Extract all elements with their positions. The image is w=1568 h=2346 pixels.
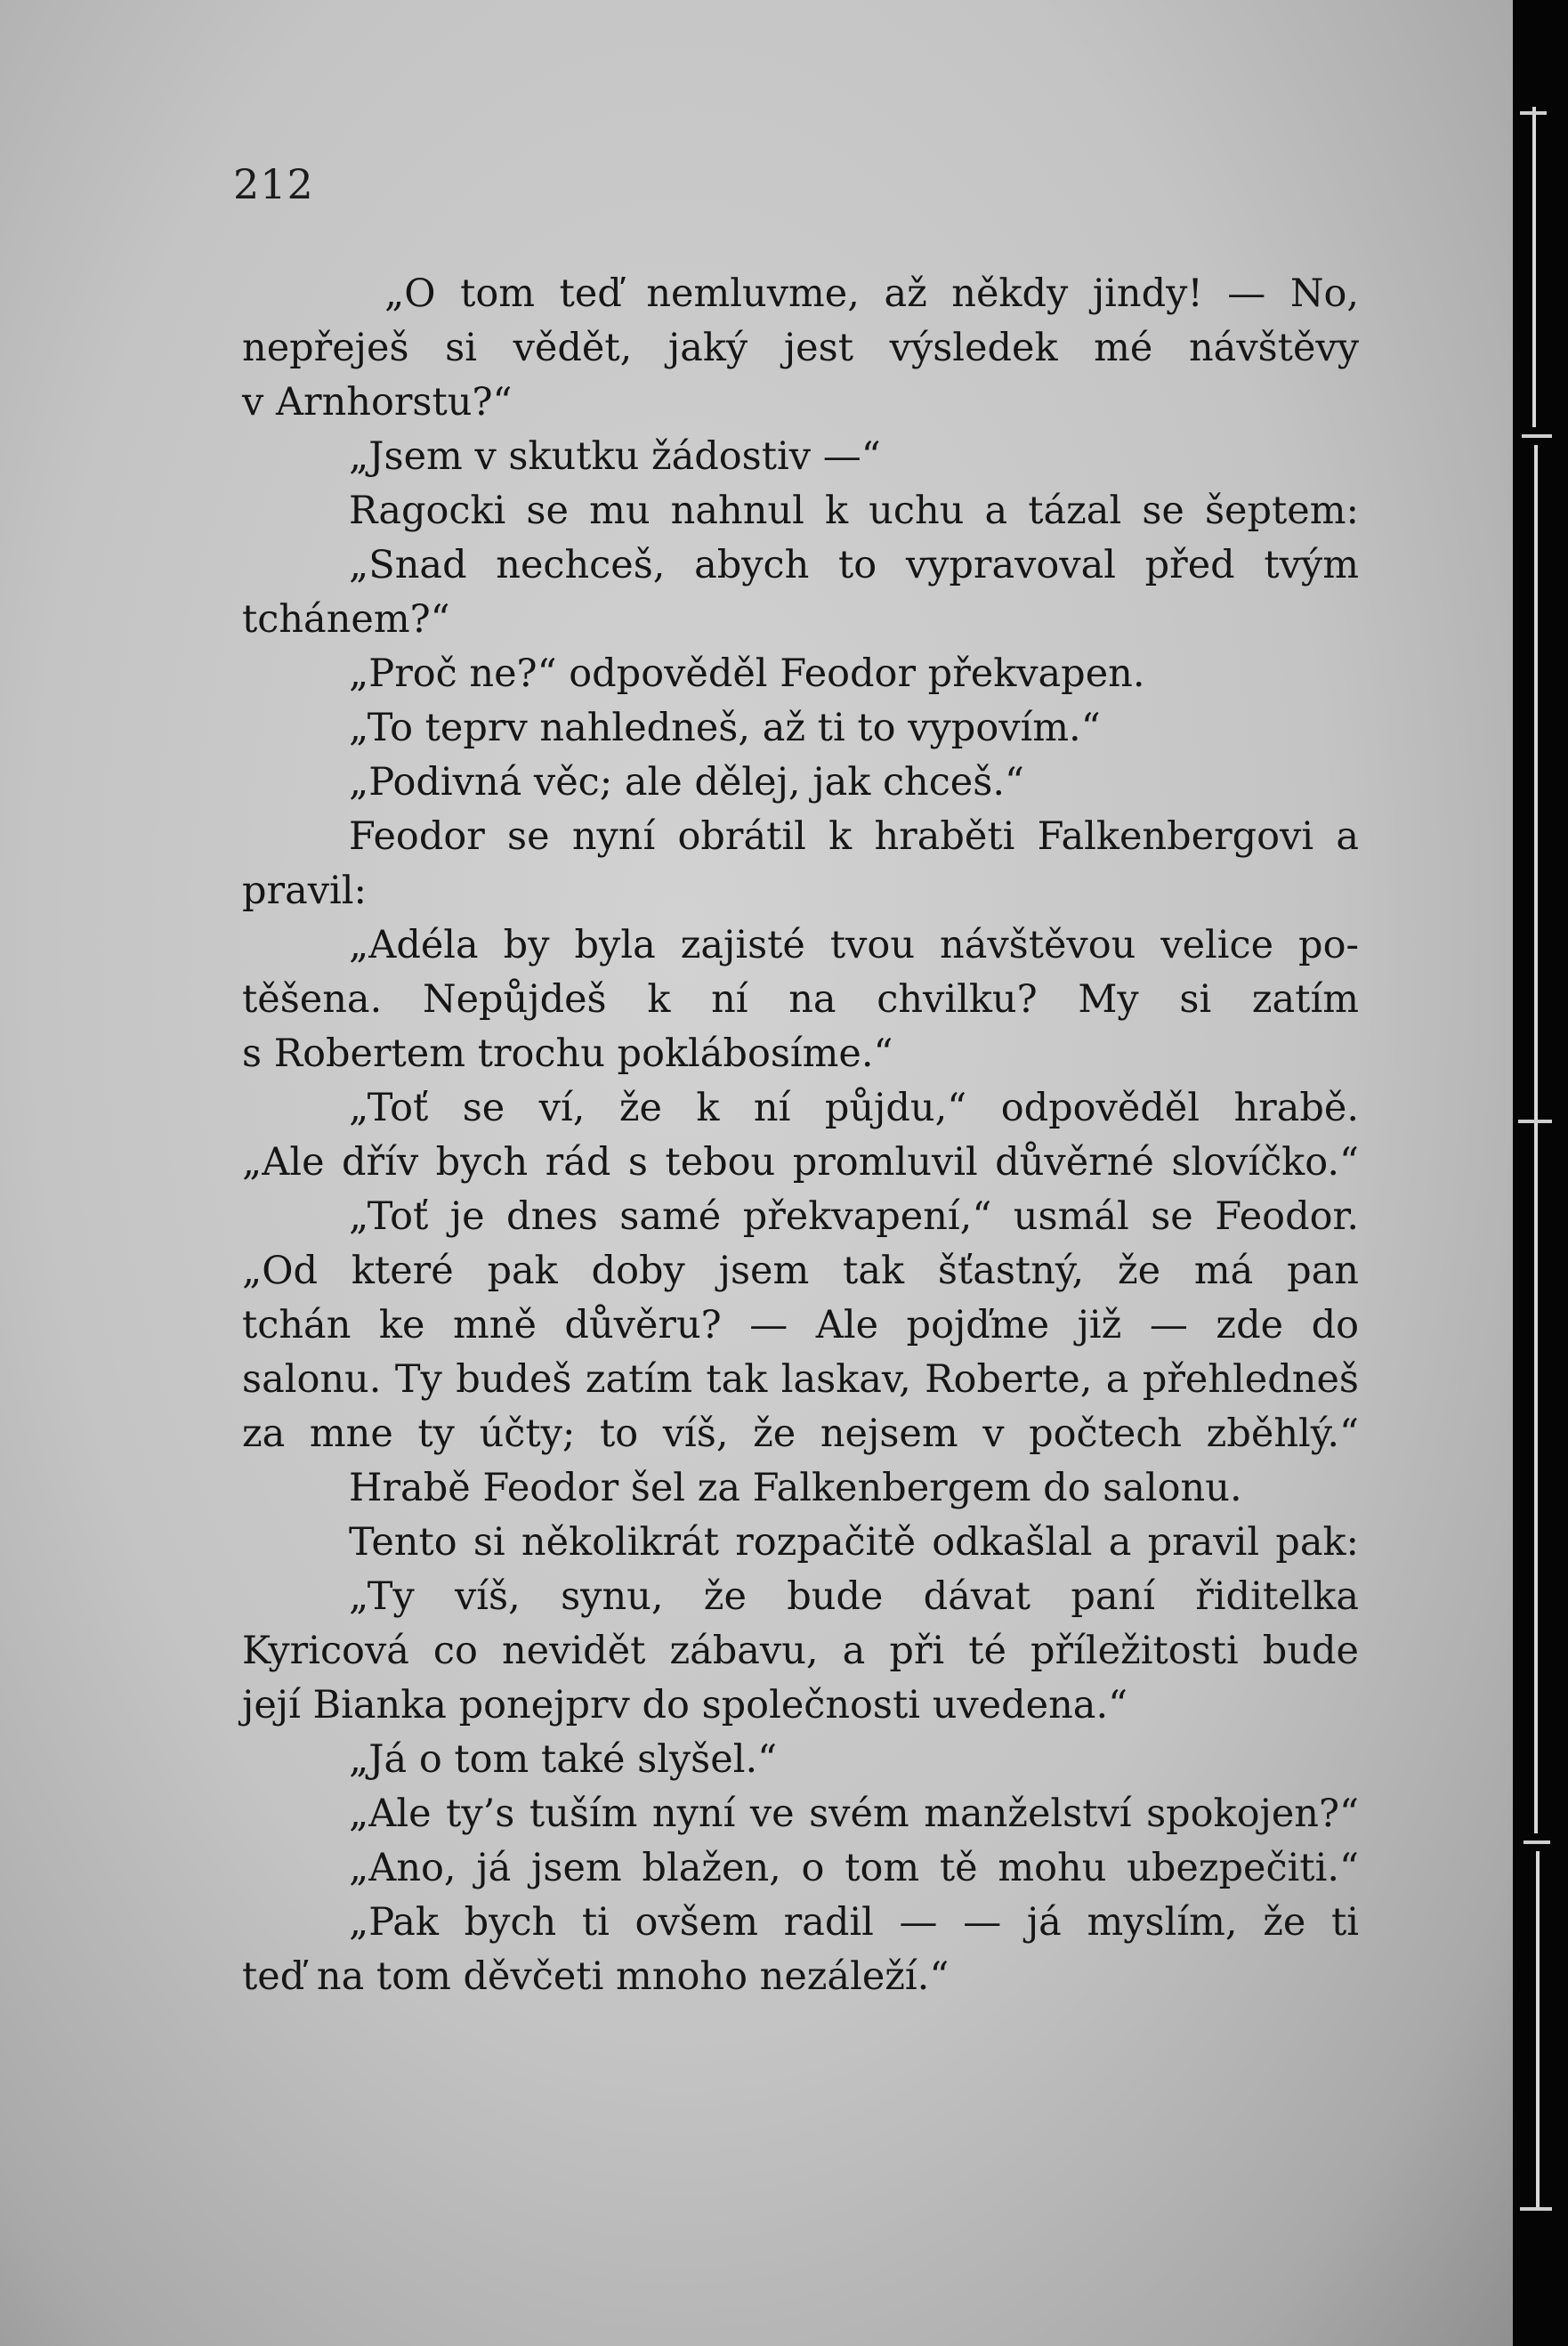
- text-line: tchánem?“: [242, 597, 450, 642]
- edge-line: [1532, 107, 1536, 427]
- edge-line: [1536, 1851, 1540, 2207]
- text-line: „O tom teď nemluvme, až někdy jindy! — No,: [384, 271, 1359, 316]
- text-line: Kyricová co nevidět zábavu, a při té příležitosti bude: [242, 1629, 1359, 1673]
- text-line: „Podivná věc; ale dělej, jak chceš.“: [349, 760, 1024, 805]
- text-line: v Arnhorstu?“: [242, 380, 513, 425]
- edge-line: [1534, 445, 1538, 1833]
- edge-mark: [1518, 1120, 1552, 1123]
- page-number: 212: [233, 160, 314, 208]
- text-line: Feodor se nyní obrátil k hraběti Falkenbergovi a: [349, 814, 1359, 859]
- text-line: pravil:: [242, 869, 368, 913]
- edge-mark: [1522, 434, 1552, 438]
- text-line: „Já o tom také slyšel.“: [349, 1737, 778, 1782]
- text-line: nepřeješ si vědět, jaký jest výsledek mé návštěvy: [242, 326, 1359, 370]
- text-line: Tento si několikrát rozpačitě odkašlal a pravil pak:: [349, 1520, 1359, 1565]
- text-line: „Proč ne?“ odpověděl Feodor překvapen.: [349, 651, 1145, 696]
- text-line: za mne ty účty; to víš, že nejsem v počtech zběhlý.“: [242, 1412, 1359, 1456]
- body-text: [242, 267, 1359, 2004]
- text-line: „Ano, já jsem blažen, o tom tě mohu ubezpečiti.“: [349, 1846, 1359, 1890]
- text-line: „To teprv nahledneš, až ti to vypovím.“: [349, 706, 1101, 750]
- text-line: teď na tom děvčeti mnoho nezáleží.“: [242, 1954, 950, 1999]
- text-line: Ragocki se mu nahnul k uchu a tázal se šeptem:: [349, 489, 1359, 533]
- text-line: „Toť je dnes samé překvapení,“ usmál se Feodor.: [349, 1194, 1359, 1239]
- text-line: „Pak bych ti ovšem radil — — já myslím, že ti: [349, 1900, 1359, 1945]
- text-line: tchán ke mně důvěru? — Ale pojďme již — zde do: [242, 1303, 1359, 1347]
- text-line: její Bianka ponejprv do společnosti uvedena.“: [242, 1683, 1128, 1727]
- text-line: těšena. Nepůjdeš k ní na chvilku? My si zatím: [242, 977, 1359, 1022]
- text-line: „Adéla by byla zajisté tvou návštěvou velice po-: [349, 923, 1359, 967]
- text-line: „Ty víš, synu, že bude dávat paní řiditelka: [349, 1574, 1359, 1619]
- text-line: „Od které pak doby jsem tak šťastný, že má pan: [242, 1249, 1359, 1293]
- text-line: „Snad nechceš, abych to vypravoval před tvým: [349, 543, 1359, 587]
- edge-mark: [1520, 111, 1547, 115]
- scan-edge-strip: [1513, 0, 1568, 2346]
- edge-mark: [1524, 1840, 1550, 1844]
- text-line: Hrabě Feodor šel za Falkenbergem do salonu.: [349, 1466, 1242, 1510]
- text-line: „Toť se ví, že k ní půjdu,“ odpověděl hrabě.: [349, 1086, 1359, 1130]
- text-line: s Robertem trochu poklábosíme.“: [242, 1031, 893, 1076]
- edge-mark: [1520, 2207, 1552, 2211]
- text-line: „Ale dřív bych rád s tebou promluvil důvěrné slovíčko.“: [242, 1140, 1359, 1185]
- text-line: „Ale ty’s tuším nyní ve svém manželství spokojen?“: [349, 1792, 1359, 1836]
- text-line: salonu. Ty budeš zatím tak laskav, Roberte, a přehledneš: [242, 1357, 1359, 1402]
- text-line: „Jsem v skutku žádostiv —“: [349, 434, 881, 479]
